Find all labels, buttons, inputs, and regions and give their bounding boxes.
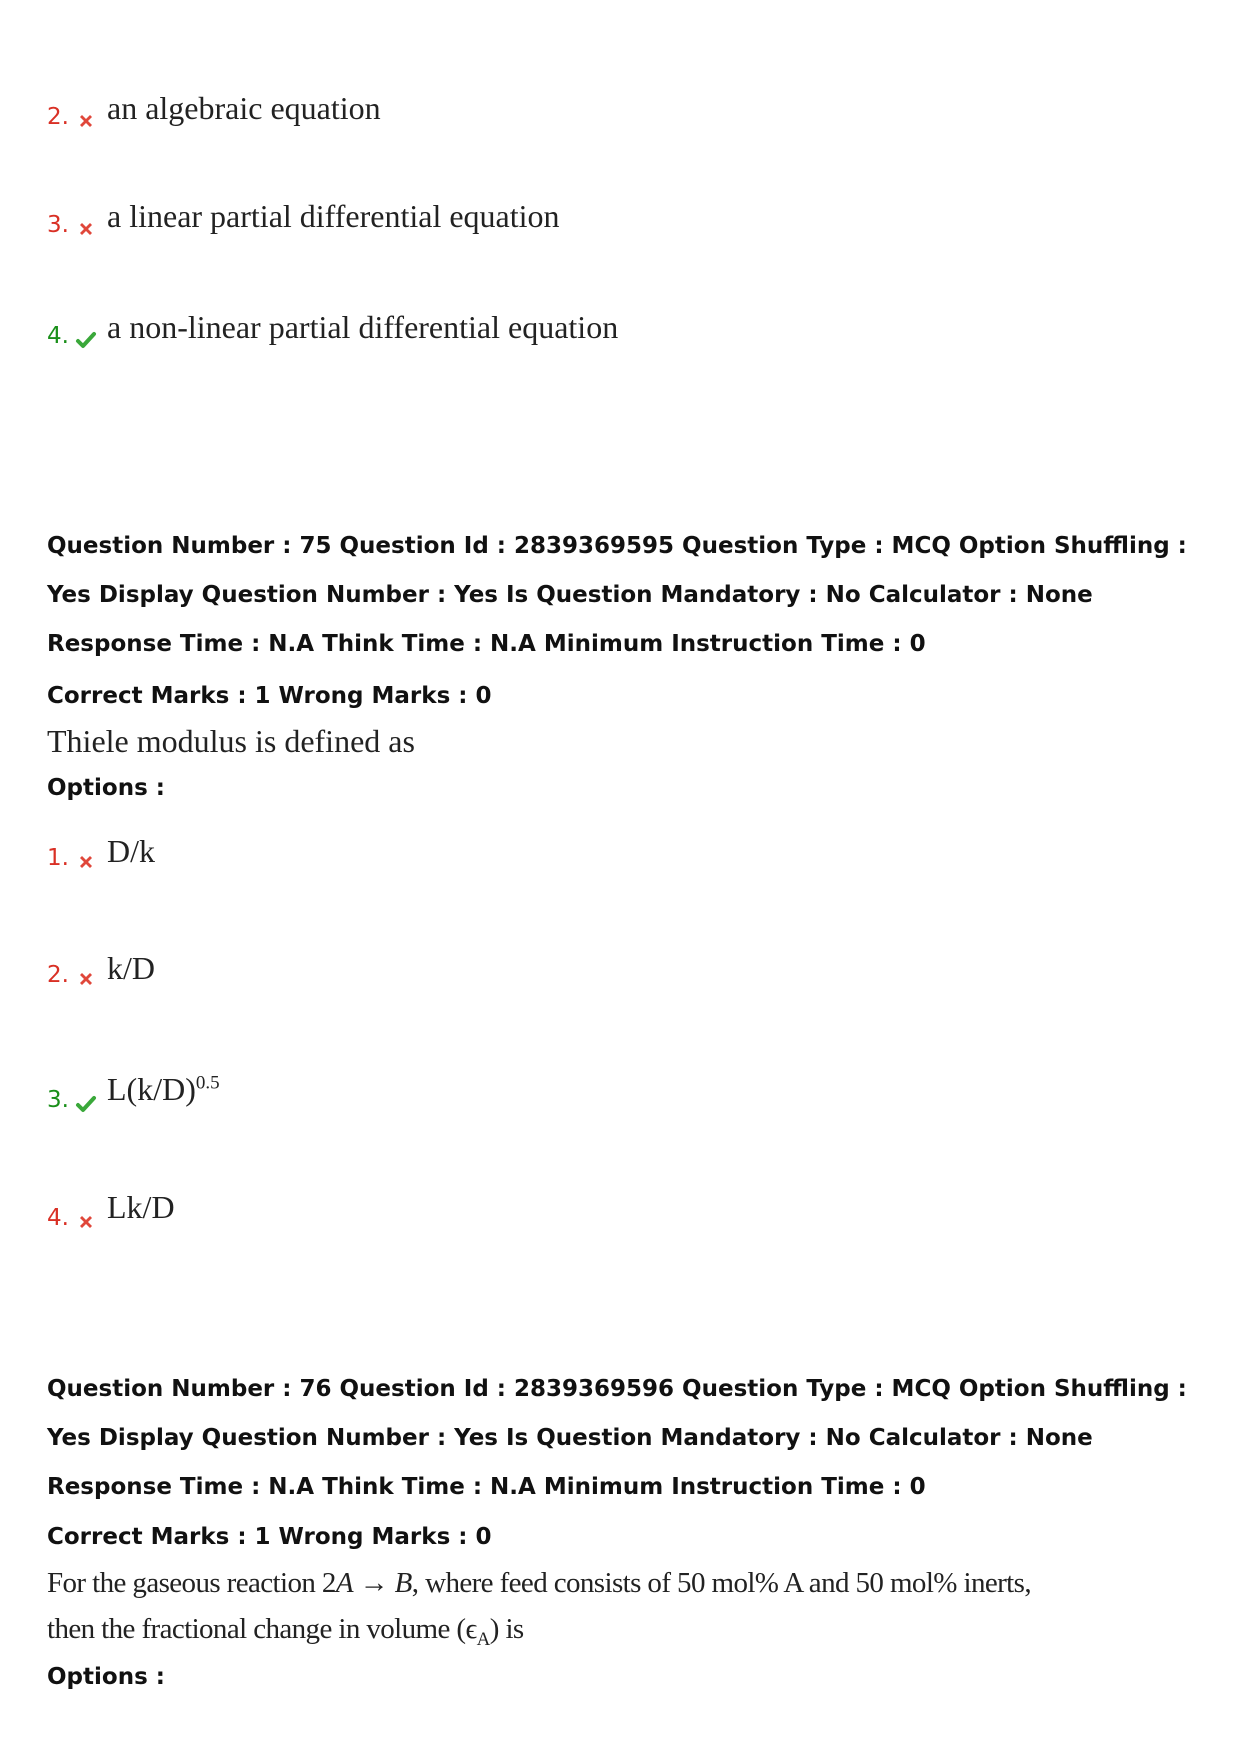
question-line-2 xyxy=(47,1606,1031,1663)
question-text: Thiele modulus is defined as xyxy=(47,723,415,759)
wrong-mark-icon xyxy=(75,218,97,240)
option-item xyxy=(47,90,381,132)
option-text: k/D xyxy=(107,950,155,986)
reactant-symbol: A xyxy=(335,1567,353,1599)
option-number: 3. xyxy=(47,212,69,238)
check-mark-icon xyxy=(75,1093,97,1115)
option-text: Lk/D xyxy=(107,1189,175,1225)
product-symbol: B xyxy=(394,1567,412,1599)
question-text xyxy=(47,1560,1031,1663)
option-text: a non-linear partial differential equation xyxy=(107,309,619,345)
marks-info: Correct Marks : 1 Wrong Marks : 0 xyxy=(47,1524,492,1550)
question-line-2-end: ) is xyxy=(489,1613,524,1645)
option-item xyxy=(47,1071,220,1115)
reaction-arrow: → xyxy=(359,1567,389,1599)
question-meta: Question Number : 75 Question Id : 2839369595 Question Type : MCQ Option Shuffling : Yes Display Question Number : Yes Is Question Mandatory : No Calculator : None Response Time : N.A Think Time : N.A Minimum Instruction Time : 0 xyxy=(47,533,1187,657)
option-number: 2. xyxy=(47,962,69,988)
question-line-1-end: , where feed consists of 50 mol% A and 50 mol% inerts, xyxy=(411,1567,1031,1599)
wrong-mark-icon xyxy=(75,968,97,990)
option-number: 1. xyxy=(47,845,69,871)
question-line-1-start: For the gaseous reaction 2 xyxy=(47,1567,336,1599)
option-number: 4. xyxy=(47,323,69,349)
epsilon-subscript: A xyxy=(476,1628,490,1650)
question-line-2-start: then the fractional change in volume (ϵ xyxy=(47,1613,477,1645)
option-number: 2. xyxy=(47,104,69,130)
wrong-mark-icon xyxy=(75,110,97,132)
options-label: Options : xyxy=(47,1664,165,1690)
options-label: Options : xyxy=(47,775,165,801)
option-exponent: 0.5 xyxy=(195,1072,220,1094)
option-formula: L(k/D) xyxy=(107,1071,196,1107)
option-item xyxy=(47,950,155,990)
question-line-1 xyxy=(47,1560,1031,1606)
option-number: 4. xyxy=(47,1205,69,1231)
wrong-mark-icon xyxy=(75,1211,97,1233)
option-item xyxy=(47,833,155,873)
option-text: an algebraic equation xyxy=(107,90,381,126)
question-meta: Question Number : 76 Question Id : 2839369596 Question Type : MCQ Option Shuffling : Yes Display Question Number : Yes Is Question Mandatory : No Calculator : None Response Time : N.A Think Time : N.A Minimum Instruction Time : 0 xyxy=(47,1376,1187,1500)
option-text: a linear partial differential equation xyxy=(107,198,560,234)
option-number: 3. xyxy=(47,1087,69,1113)
option-text: D/k xyxy=(107,833,155,869)
option-item xyxy=(47,309,619,351)
option-item xyxy=(47,198,560,240)
option-item xyxy=(47,1189,175,1233)
marks-info: Correct Marks : 1 Wrong Marks : 0 xyxy=(47,683,492,709)
check-mark-icon xyxy=(75,329,97,351)
wrong-mark-icon xyxy=(75,851,97,873)
option-text xyxy=(107,1073,220,1105)
